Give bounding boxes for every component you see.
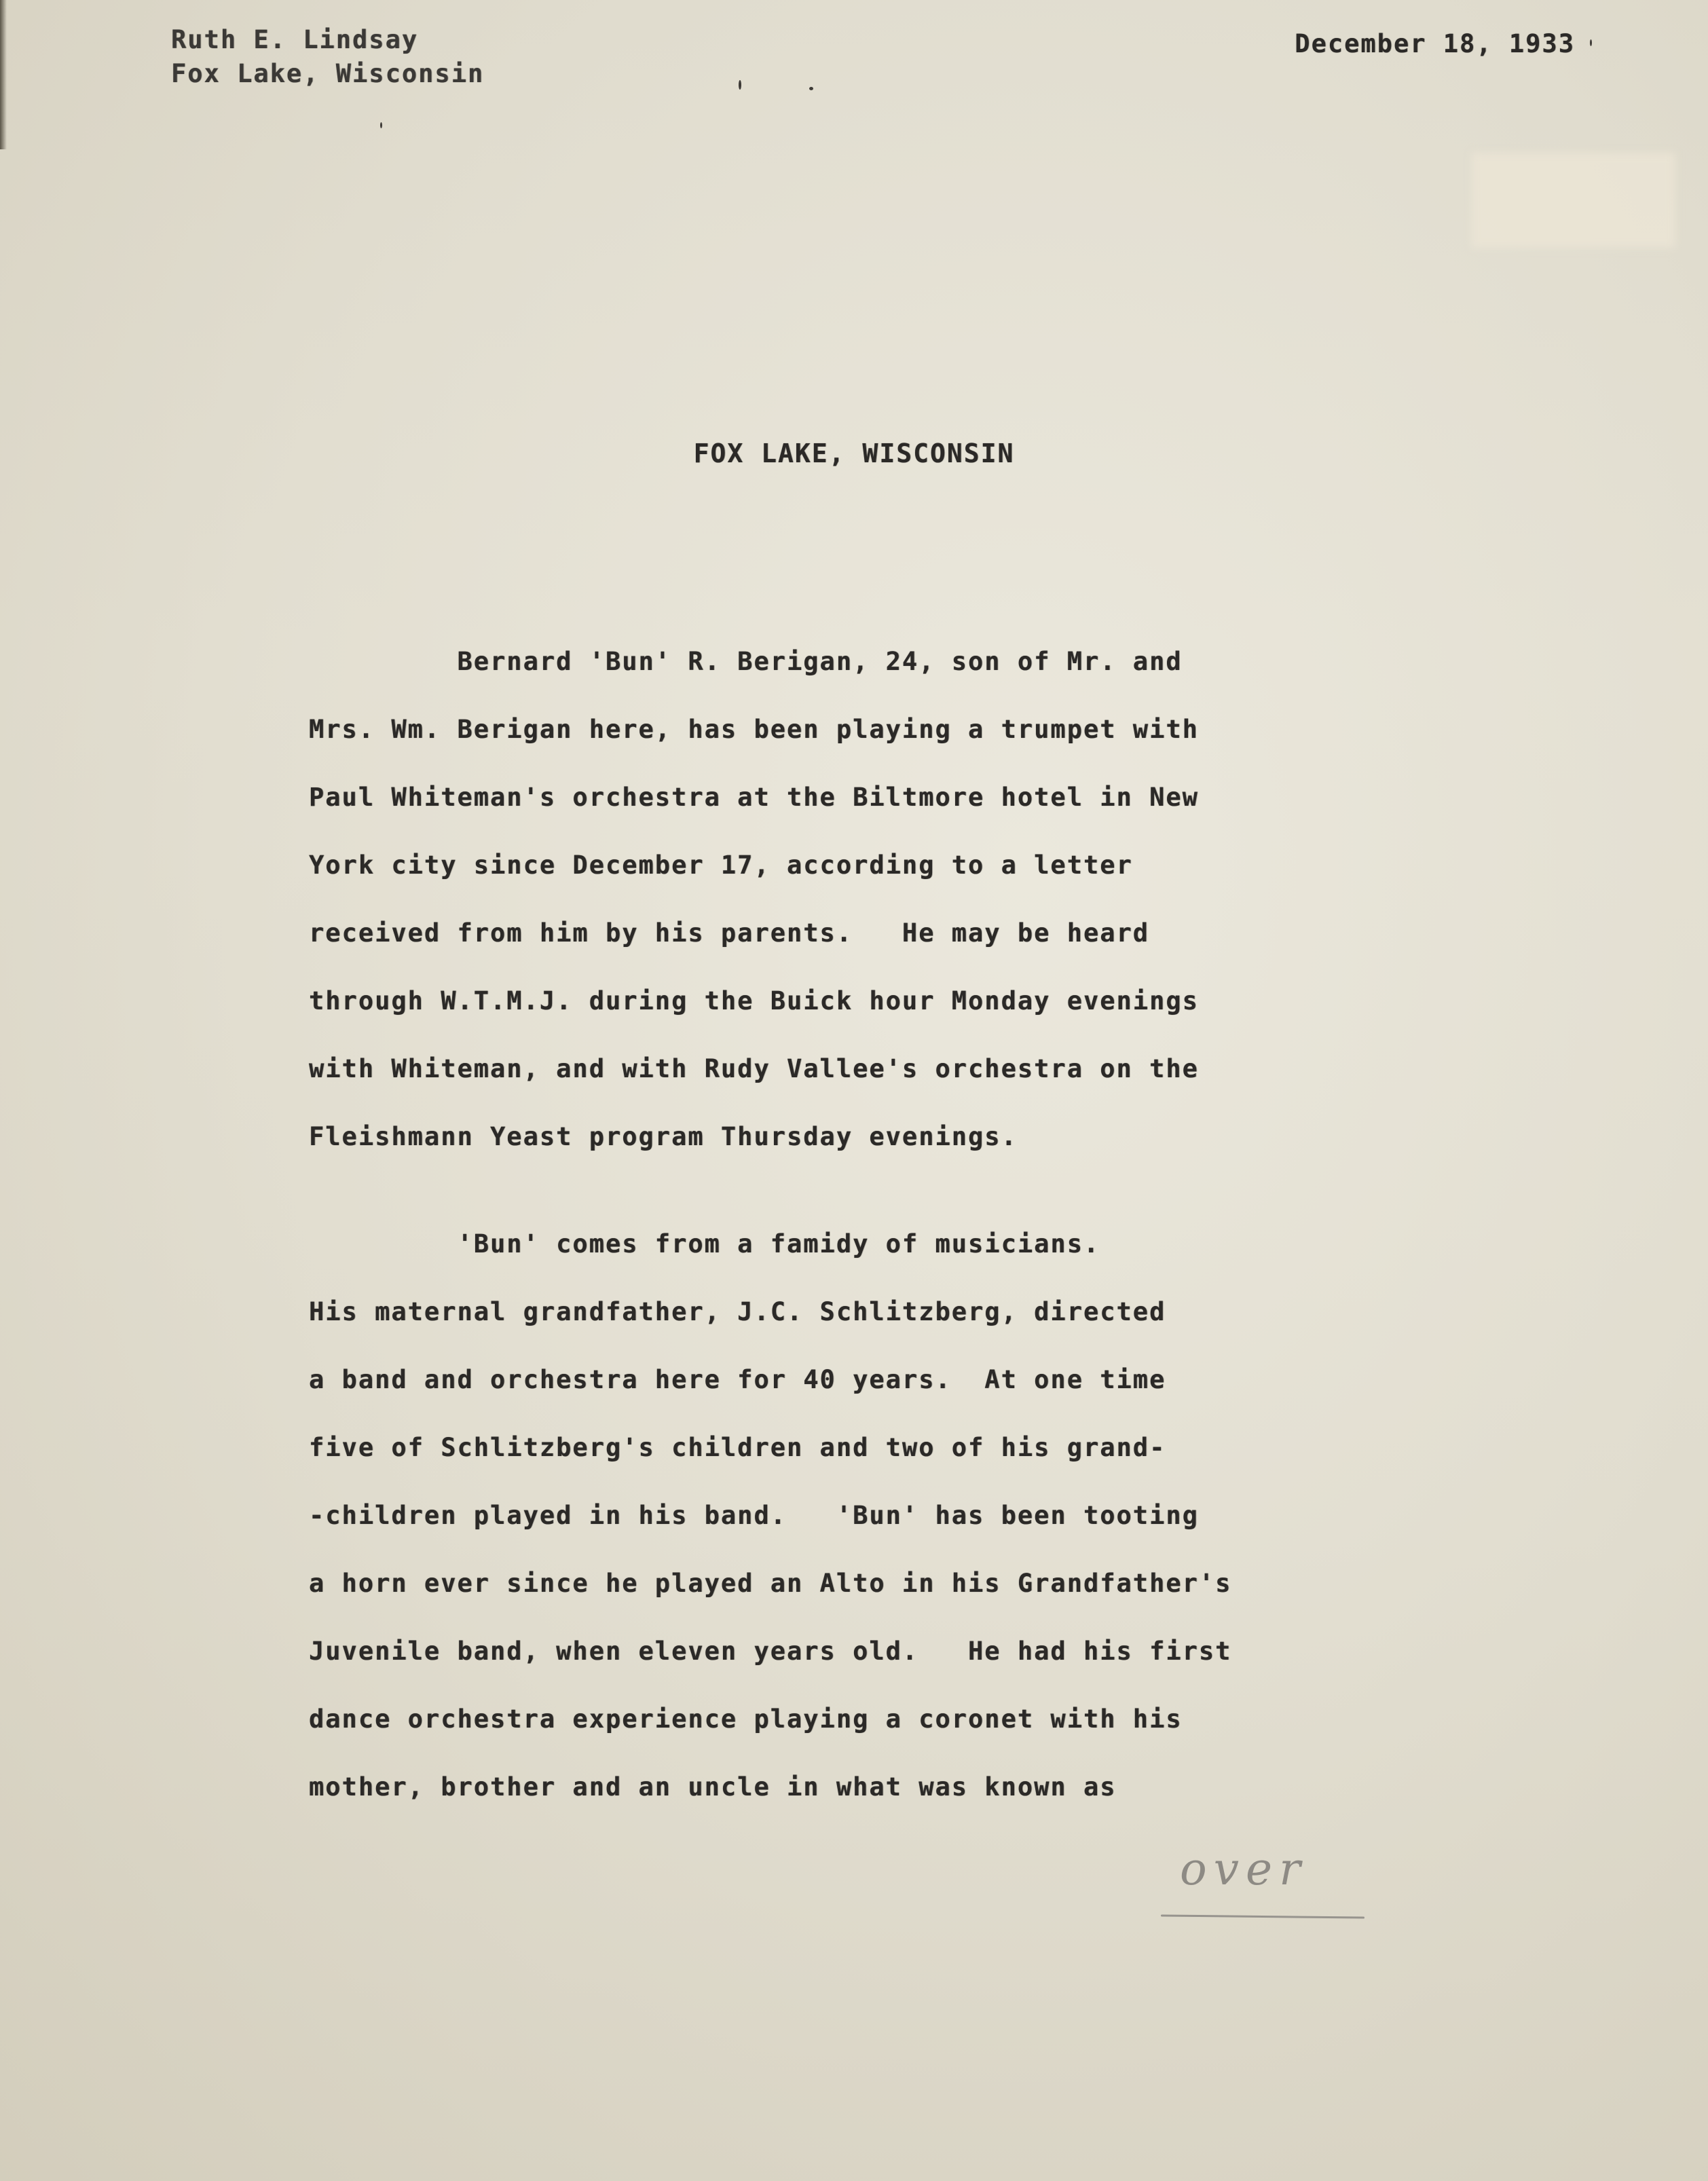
paragraph-2: 'Bun' comes from a famidy of musicians. His maternal grandfather, J.C. Schlitzberg, directed a band and orchestra here for 40 years. At one time five of Schlitzberg's children and two of his grand- -children played in his band. 'Bun' has been tooting a horn ever since he played an Alto in his Grandfather's Juvenile band, when eleven years old. He had his first dance orchestra experience playing a coronet with his mother, brother and an uncle in what was known as: [309, 1229, 1232, 1802]
letter-date: December 18, 1933: [1295, 29, 1575, 58]
sender-block: [171, 23, 484, 91]
ink-speck: [1590, 39, 1592, 46]
ink-speck: [380, 122, 382, 128]
article-title: FOX LAKE, WISCONSIN: [693, 439, 1015, 468]
paper-stain: [1472, 153, 1675, 248]
handwritten-note: over: [1180, 1843, 1307, 1895]
page-edge-shadow: [0, 0, 7, 149]
ink-speck: [739, 80, 741, 90]
ink-speck: [809, 87, 813, 90]
sender-name: Ruth E. Lindsay: [171, 25, 419, 54]
paragraph-1: Bernard 'Bun' R. Berigan, 24, son of Mr. and Mrs. Wm. Berigan here, has been playing a trumpet with Paul Whiteman's orchestra at the Biltmore hotel in New York city since December 17, according to a letter received from him by his parents. He may be heard through W.T.M.J. during the Buick hour Monday evenings with Whiteman, and with Rudy Vallee's orchestra on the Fleishmann Yeast program Thursday evenings.: [309, 647, 1199, 1151]
sender-location: Fox Lake, Wisconsin: [171, 59, 485, 88]
